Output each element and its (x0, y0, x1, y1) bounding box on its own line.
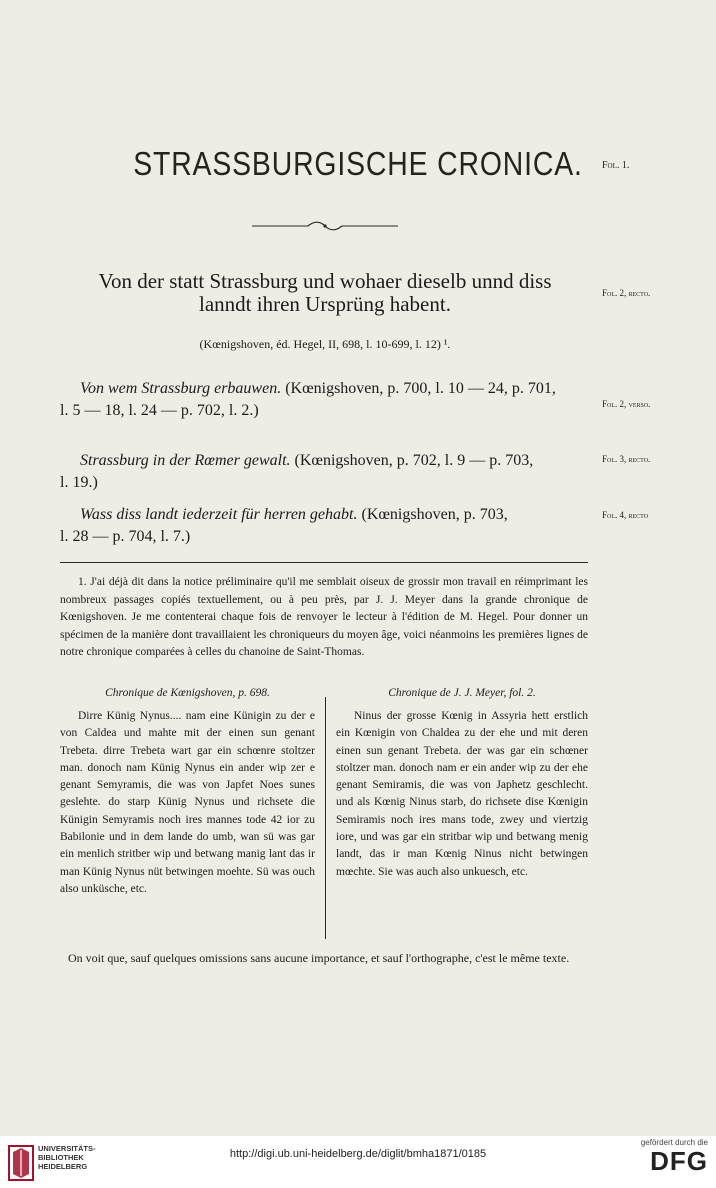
footnote-rule (60, 562, 588, 563)
right-column-text (336, 708, 588, 881)
chapter-citation-cont: l. 5 — 18, l. 24 — p. 702, l. 2.) (60, 402, 259, 419)
chapter-citation-cont: l. 28 — p. 704, l. 7.) (60, 528, 191, 545)
chapter-citation: (Kœnigshoven, p. 702, l. 9 — p. 703, (294, 452, 534, 469)
section-heading (60, 270, 590, 316)
heading-line: Von der statt Strassburg und wohaer dieselb unnd diss (98, 269, 552, 293)
dfg-logo (608, 1138, 708, 1175)
margin-folio-heading (602, 288, 712, 298)
koenigshoven-excerpt: Dirre Künig Nynus.... nam eine Künigin zu der e von Caldea und mahte mit der einen sun genant Trebeta. dirre Trebeta wart gar ein schœnre stoltzer man. donoch nam Künig Nynus ein ander wip zer e genant Semyramis, die was von Japfet Noes sunes geslehte. do starp Künig Nynus und richsete die Künigin Semyramis noch ires mannes tode 42 ior zu Babilonie und in dem lande do umb, wan sü was gar ein menlich stritber wip und betwang manig lant das ir man Künig Nynus nüt betwingen moehte. Sü was ouch also unküsche, etc. (60, 710, 315, 895)
footnote: 1. J'ai déjà dit dans la notice préliminaire qu'il me semblait oiseux de grossir mon travail en réimprimant les nombreux passages copiés textuellement, ou à peu près, par J. J. Meyer dans la grande chronique de Kœnigshoven. Je me contenterai chaque fois de renvoyer le lecteur à l'édition de M. Hegel. Pour donner un spécimen de la manière dont travaillaient les chroniqueurs du moyen âge, voici néanmoins les premières lignes de notre chronique comparées à celles du chanoine de Saint-Thomas. (60, 576, 588, 659)
left-column-text (60, 708, 315, 898)
dfg-wordmark: DFG (650, 1146, 708, 1176)
margin-folio: Fol. 4, recto (602, 510, 649, 520)
chapter-title: Von wem Strassburg erbauwen. (80, 380, 282, 397)
source-url-link[interactable]: http://digi.ub.uni-heidelberg.de/diglit/bmha1871/0185 (229, 1148, 487, 1160)
meyer-excerpt: Ninus der grosse Kœnig in Assyria hett erstlich ein Kœnigin von Chaldea zu der ehe und mit deren einen sun genant Trebeta. der was gar ein schœner stoltzer man. donoch nam er ein ander wip zu der ehe genant Semiramis, die was von Japhetz geschlecht. und als Kœnig Ninus starb, do richsete dise Kœnigin Semiramis noch ires mans tode, zwey und viertzig iore, und was gar ein stritbar wip und betwang menig landt, das ir man Kœnig Ninus nicht betwingen mœchte. Sie was auch also unkuesch, etc. (336, 710, 588, 878)
heading-line: lanndt ihren Ursprüng habent. (199, 292, 451, 316)
chapter-title: Strassburg in der Rœmer gewalt. (80, 452, 291, 469)
logo-line: BIBLIOTHEK (38, 1153, 84, 1162)
dfg-caption: gefördert durch die (640, 1138, 708, 1147)
logo-line: HEIDELBERG (38, 1162, 88, 1171)
margin-folio: Fol. 3, recto. (602, 454, 651, 464)
fleuron-ornament (250, 220, 400, 232)
margin-folio: Fol. 2, verso. (602, 399, 651, 409)
chapter-entry (60, 450, 588, 494)
page-title: STRASSBURGISCHE CRONICA. (133, 145, 583, 182)
right-column-heading: Chronique de J. J. Meyer, fol. 2. (388, 687, 536, 699)
chapter-citation: (Kœnigshoven, p. 703, (361, 506, 508, 523)
footer-bar (0, 1136, 716, 1188)
chapter-citation-cont: l. 19.) (60, 474, 98, 491)
chapter-entry (60, 504, 588, 548)
closing-remark: On voit que, sauf quelques omissions sans aucune importance, et sauf l'orthographe, c'est le même texte. (68, 951, 570, 965)
column-divider (325, 697, 326, 939)
chapter-citation: (Kœnigshoven, p. 700, l. 10 — 24, p. 701, (285, 380, 556, 397)
left-column-heading: Chronique de Kœnigshoven, p. 698. (105, 687, 270, 699)
chapter-title: Wass diss landt iederzeit für herren gehabt. (80, 506, 358, 523)
margin-folio-title: Fol. 1. (602, 160, 630, 171)
chapter-entry (60, 378, 588, 422)
logo-line: UNIVERSITÄTS- (38, 1144, 96, 1153)
heading-citation: (Kœnigshoven, éd. Hegel, II, 698, l. 10-699, l. 12) ¹. (199, 337, 451, 351)
margin-folio-text: Fol. 2, recto. (602, 288, 651, 298)
